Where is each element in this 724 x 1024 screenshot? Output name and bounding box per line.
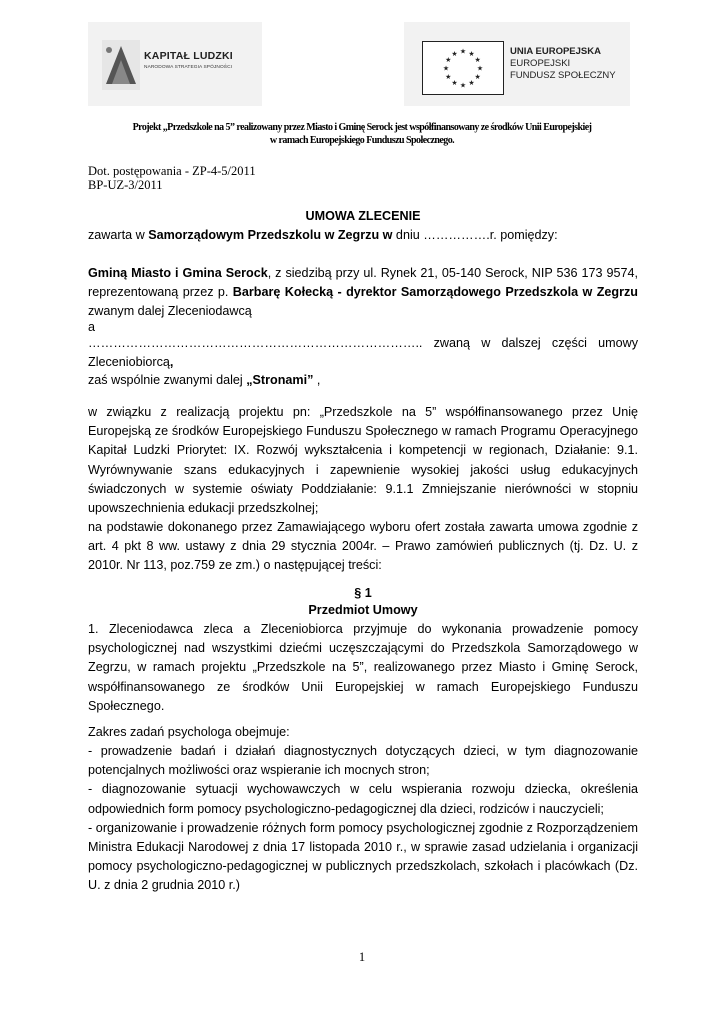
eu-star-icon: ★ [445,56,452,64]
together-pre: zaś wspólnie zwanymi dalej [88,373,247,387]
kapital-ludzki-title: KAPITAŁ LUDZKI [144,50,233,62]
section-1-number: § 1 [354,586,372,600]
kapital-ludzki-logo [88,22,262,106]
scope-list [88,742,638,896]
scope-item: - organizowanie i prowadzenie różnych form pomocy psychologicznej zgodnie z Rozporządzeniem Ministra Edukacji Narodowej z dnia 17 listopada 2010 r., w sprawie zasad udzielania i organizacji pomocy psychologiczno-pedagogicznej w publicznych przedszkolach, szkołach i placówkach (Dz. U. z dnia 2 grudnia 2010 r.) [88,820,638,893]
project-note-line2: w ramach Europejskiego Funduszu Społecznego. [269,135,455,146]
context-paragraph-2: na podstawie dokonanego przez Zamawiającego wyboru ofert została zawarta umowa zgodnie z art. 4 pkt 8 ww. ustawy z dnia 29 stycznia 2004r. – Prawo zamówień publicznych (tj. Dz. U. z 2010r. Nr 113, poz.759 ze zm.) o następującej treści: [88,520,638,573]
party1-name: Gminą Miasto i Gmina Serock [88,266,268,280]
party2-line: …………………………………………………………………….. zwaną w dalszej części umowy [88,336,638,350]
project-cofinancing-note [100,121,624,147]
eu-star-icon: ★ [468,79,475,88]
eu-star-icon: ★ [476,64,484,73]
ue-logo-line1: UNIA EUROPEJSKA [510,46,601,57]
ue-efs-logo [404,22,630,106]
kapital-ludzki-emblem-icon [102,40,140,90]
document-title: UMOWA ZLECENIE [305,209,421,223]
page-number: 1 [358,950,366,964]
party2-tail-comma: , [169,355,174,369]
party2-tail [88,353,638,372]
intro-post: dniu …………….r. pomiędzy: [392,228,558,242]
document-references [88,164,256,192]
party1-representative: Barbarę Kołecką - dyrektor Samorządowego Przedszkola w Zegrzu [232,285,638,300]
party1-text: , z siedzibą przy ul. Rynek 21, 05-140 Serock, NIP 536 173 9574, reprezentowaną przez p. [88,266,639,300]
bp-ref: BP-UZ-3/2011 [88,178,163,192]
ue-logo-line2: EUROPEJSKI [510,58,571,69]
party1-paragraph [88,264,638,322]
eu-star-icon: ★ [451,49,458,58]
ue-logo-text [510,46,616,82]
party1-tail: zwanym dalej Zleceniodawcą [88,304,252,319]
project-note-line1: Projekt „Przedszkole na 5” realizowany przez Miasto i Gminę Serock jest współfinansowany ze środków Unii Europejskiej [132,122,592,133]
together-line [88,371,638,390]
kapital-ludzki-subtitle: NARODOWA STRATEGIA SPÓJNOŚCI [144,65,233,70]
scope-intro: Zakres zadań psychologa obejmuje: [88,725,290,739]
section-1-heading: Przedmiot Umowy [308,603,418,617]
eu-star-icon: ★ [459,47,467,56]
eu-star-icon: ★ [442,64,450,73]
scope-item: - prowadzenie badań i działań diagnostycznych dotyczących dzieci, w tym diagnozowanie potencjalnych możliwości oraz wspieranie ich mocnych stron; [88,744,638,778]
section-1-point-1: 1. Zleceniodawca zleca a Zleceniobiorca przyjmuje do wykonania prowadzenie pomocy psychologicznej nad wszystkimi dziećmi uczęszczającymi do Przedszkola Samorządowego w Zegrzu, w ramach projektu „Przedszkole na 5”, realizowanego przez Miasto i Gminę Serock, współfinansowanego ze środków Unii Europejskiej w ramach Europejskiego Funduszu Społecznego. [88,622,638,713]
eu-star-icon: ★ [459,81,467,90]
context-paragraph-1: w związku z realizacją projektu pn: „Przedszkole na 5” współfinansowanego przez Unię Europejską ze środków Europejskiego Funduszu Społecznego w ramach Programu Operacyjnego Kapitał Ludzki Priorytet: IX. Rozwój wykształcenia i kompetencji w regionach, Działanie: 9.1. Wyrównywanie szans edukacyjnych i zapewnienie wysokiej jakości usług edukacyjnych świadczonych w systemie oświaty Poddziałanie: 9.1.1 Zmniejszanie nierówności w stopniu upowszechnienia edukacji przedszkolnej; [88,405,638,516]
ue-logo-line3: FUNDUSZ SPOŁECZNY [510,70,616,81]
intro-pre: zawarta w [88,228,149,242]
eu-star-icon: ★ [474,56,481,64]
eu-star-icon: ★ [451,79,458,88]
together-name: „Stronami” [246,373,314,387]
intro-line [88,226,638,245]
together-post: , [313,373,321,387]
party2-tail-name: Zleceniobiorcą [88,355,170,369]
scope-item: - diagnozowanie sytuacji wychowawczych w celu wspierania rozwoju dziecka, określenia odpowiednich form pomocy psychologiczno-pedagogicznej dla dzieci, rodziców i nauczycieli; [88,782,638,816]
conjunction: a [88,320,96,334]
eu-flag-icon [422,41,504,95]
eu-star-icon: ★ [468,49,475,58]
intro-place: Samorządowym Przedszkolu w Zegrzu w [148,228,393,242]
eu-star-icon: ★ [474,73,481,81]
eu-star-icon: ★ [445,73,452,81]
procedure-ref: Dot. postępowania - ZP-4-5/2011 [88,164,256,178]
